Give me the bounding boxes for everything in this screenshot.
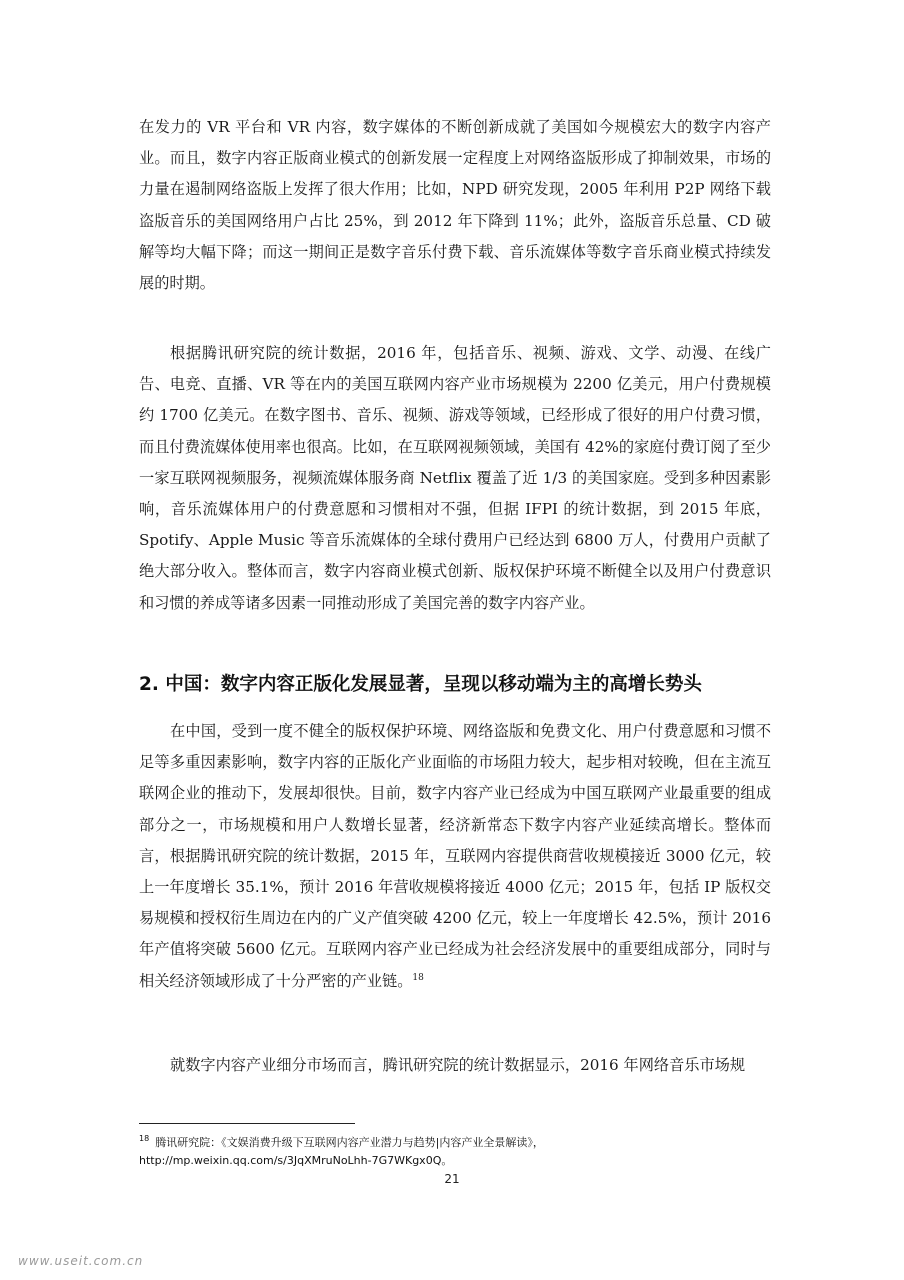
footnote-text: 腾讯研究院：《文娱消费升级下互联网内容产业潜力与趋势|内容产业全景解读》， — [155, 1136, 544, 1149]
footnote — [139, 1135, 779, 1151]
body-paragraph: 在发力的 VR 平台和 VR 内容，数字媒体的不断创新成就了美国如今规模宏大的数字内容产业。而且，数字内容正版商业模式的创新发展一定程度上对网络盗版形成了抑制效果，市场的力量在遏制网络盗版上发挥了很大作用；比如，NPD 研究发现，2005 年利用 P2P 网络下载盗版音乐的美国网络用户占比 25%，到 2012 年下降到 11%；此外，盗版音乐总量、CD 破解等均大幅下降；而这一期间正是数字音乐付费下载、音乐流媒体等数字音乐商业模式持续发展的时期。 — [139, 118, 771, 293]
body-paragraph: 就数字内容产业细分市场而言，腾讯研究院的统计数据显示，2016 年网络音乐市场规 — [170, 1056, 746, 1074]
body-paragraph: 根据腾讯研究院的统计数据，2016 年，包括音乐、视频、游戏、文学、动漫、在线广告、电竞、直播、VR 等在内的美国互联网内容产业市场规模为 2200 亿美元，用户付费规模约 1700 亿美元。在数字图书、音乐、视频、游戏等领域，已经形成了很好的用户付费习惯，而且付费流媒体使用率也很高。比如，在互联网视频领域，美国有 42%的家庭付费订阅了至少一家互联网视频服务，视频流媒体服务商 Netflix 覆盖了近 1/3 的美国家庭。受到多种因素影响，音乐流媒体用户的付费意愿和习惯相对不强，但据 IFPI 的统计数据，到 2015 年底，Spotify、Apple Music 等音乐流媒体的全球付费用户已经达到 6800 万人，付费用户贡献了绝大部分收入。整体而言，数字内容商业模式创新、版权保护环境不断健全以及用户付费意识和习惯的养成等诸多因素一同推动形成了美国完善的数字内容产业。 — [139, 344, 771, 612]
footnote-reference: 18 — [412, 972, 424, 983]
page-number: 21 — [444, 1172, 460, 1186]
body-paragraph — [139, 716, 771, 997]
section-heading: 2. 中国：数字内容正版化发展显著，呈现以移动端为主的高增长势头 — [139, 674, 702, 695]
footnote-url: http://mp.weixin.qq.com/s/3JqXMruNoLhh-7G7WKgx0Q。 — [139, 1154, 453, 1167]
watermark: www.useit.com.cn — [18, 1254, 144, 1268]
paragraph-text: 在中国，受到一度不健全的版权保护环境、网络盗版和免费文化、用户付费意愿和习惯不足等多重因素影响，数字内容的正版化产业面临的市场阻力较大，起步相对较晚，但在主流互联网企业的推动下，发展却很快。目前，数字内容产业已经成为中国互联网产业最重要的组成部分之一，市场规模和用户人数增长显著，经济新常态下数字内容产业延续高增长。整体而言，根据腾讯研究院的统计数据，2015 年，互联网内容提供商营收规模接近 3000 亿元，较上一年度增长 35.1%，预计 2016 年营收规模将接近 4000 亿元；2015 年，包括 IP 版权交易规模和授权衍生周边在内的广义产值突破 4200 亿元，较上一年度增长 42.5%，预计 2016 年产值将突破 5600 亿元。互联网内容产业已经成为社会经济发展中的重要组成部分，同时与相关经济领域形成了十分严密的产业链。 — [139, 722, 771, 990]
footnote-divider — [139, 1123, 355, 1124]
footnote-number: 18 — [139, 1134, 150, 1144]
